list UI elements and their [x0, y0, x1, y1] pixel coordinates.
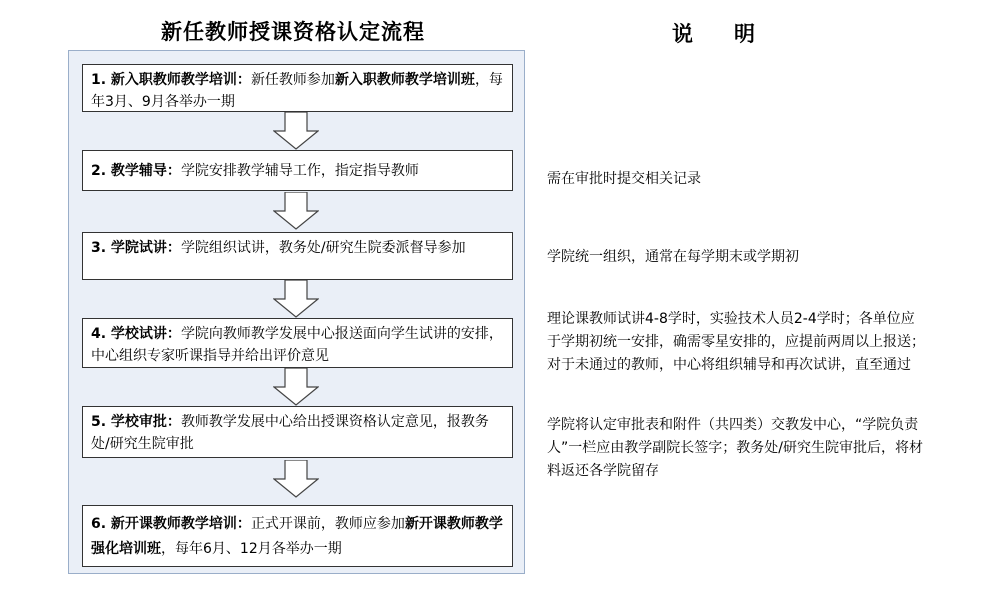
step-3-box — [82, 232, 513, 280]
step-2-box — [82, 150, 513, 191]
note-step-2: 需在审批时提交相关记录 — [547, 171, 701, 187]
step-2-text: 学院安排教学辅导工作，指定指导教师 — [180, 163, 419, 179]
note-step-3: 学院统一组织，通常在每学期末或学期初 — [547, 249, 799, 265]
step-1-text-c: ，每年3月、9月各举办一期 — [91, 72, 503, 110]
step-4-label: 4. 学校试讲： — [91, 326, 181, 342]
flowchart-title: 新任教师授课资格认定流程 — [161, 20, 425, 44]
step-5-box — [82, 406, 513, 458]
arrow-down-icon — [273, 192, 319, 230]
note-step-5: 学院将认定审批表和附件（共四类）交教发中心，“学院负责人”一栏应由教学副院长签字；教务处/研究生院审批后，将材料返还各学院留存 — [547, 417, 923, 479]
step-4-text: 学院向教师教学发展中心报送面向学生试讲的安排，中心组织专家听课指导并给出评价意见 — [91, 326, 503, 364]
step-1-label: 1. 新入职教师教学培训： — [91, 72, 251, 88]
step-6-box — [82, 505, 513, 567]
notes-title: 说 明 — [672, 22, 765, 46]
step-3-text: 学院组织试讲，教务处/研究生院委派督导参加 — [180, 240, 466, 256]
step-6-text-b: 新开课教师教学强化培训班 — [91, 516, 503, 557]
step-1-text-a: 新任教师参加 — [250, 72, 335, 88]
step-6-text-c: ，每年6月、12月各举办一期 — [161, 541, 342, 557]
note-step-4: 理论课教师试讲4-8学时，实验技术人员2-4学时；各单位应于学期初统一安排，确需零星安排的，应提前两周以上报送；对于未通过的教师，中心将组织辅导和再次试讲，直至通过 — [547, 311, 925, 373]
arrow-down-icon — [273, 460, 319, 498]
step-6-label: 6. 新开课教师教学培训： — [91, 516, 251, 532]
arrow-down-icon — [273, 280, 319, 318]
step-1-text-b: 新入职教师教学培训班 — [334, 72, 475, 88]
arrow-down-icon — [273, 112, 319, 150]
step-4-box — [82, 318, 513, 368]
step-2-label: 2. 教学辅导： — [91, 163, 181, 179]
step-5-text: 教师教学发展中心给出授课资格认定意见，报教务处/研究生院审批 — [91, 414, 489, 452]
arrow-down-icon — [273, 368, 319, 406]
step-5-label: 5. 学校审批： — [91, 414, 181, 430]
step-1-box — [82, 64, 513, 112]
step-6-text-a: 正式开课前，教师应参加 — [250, 516, 405, 532]
step-3-label: 3. 学院试讲： — [91, 240, 181, 256]
